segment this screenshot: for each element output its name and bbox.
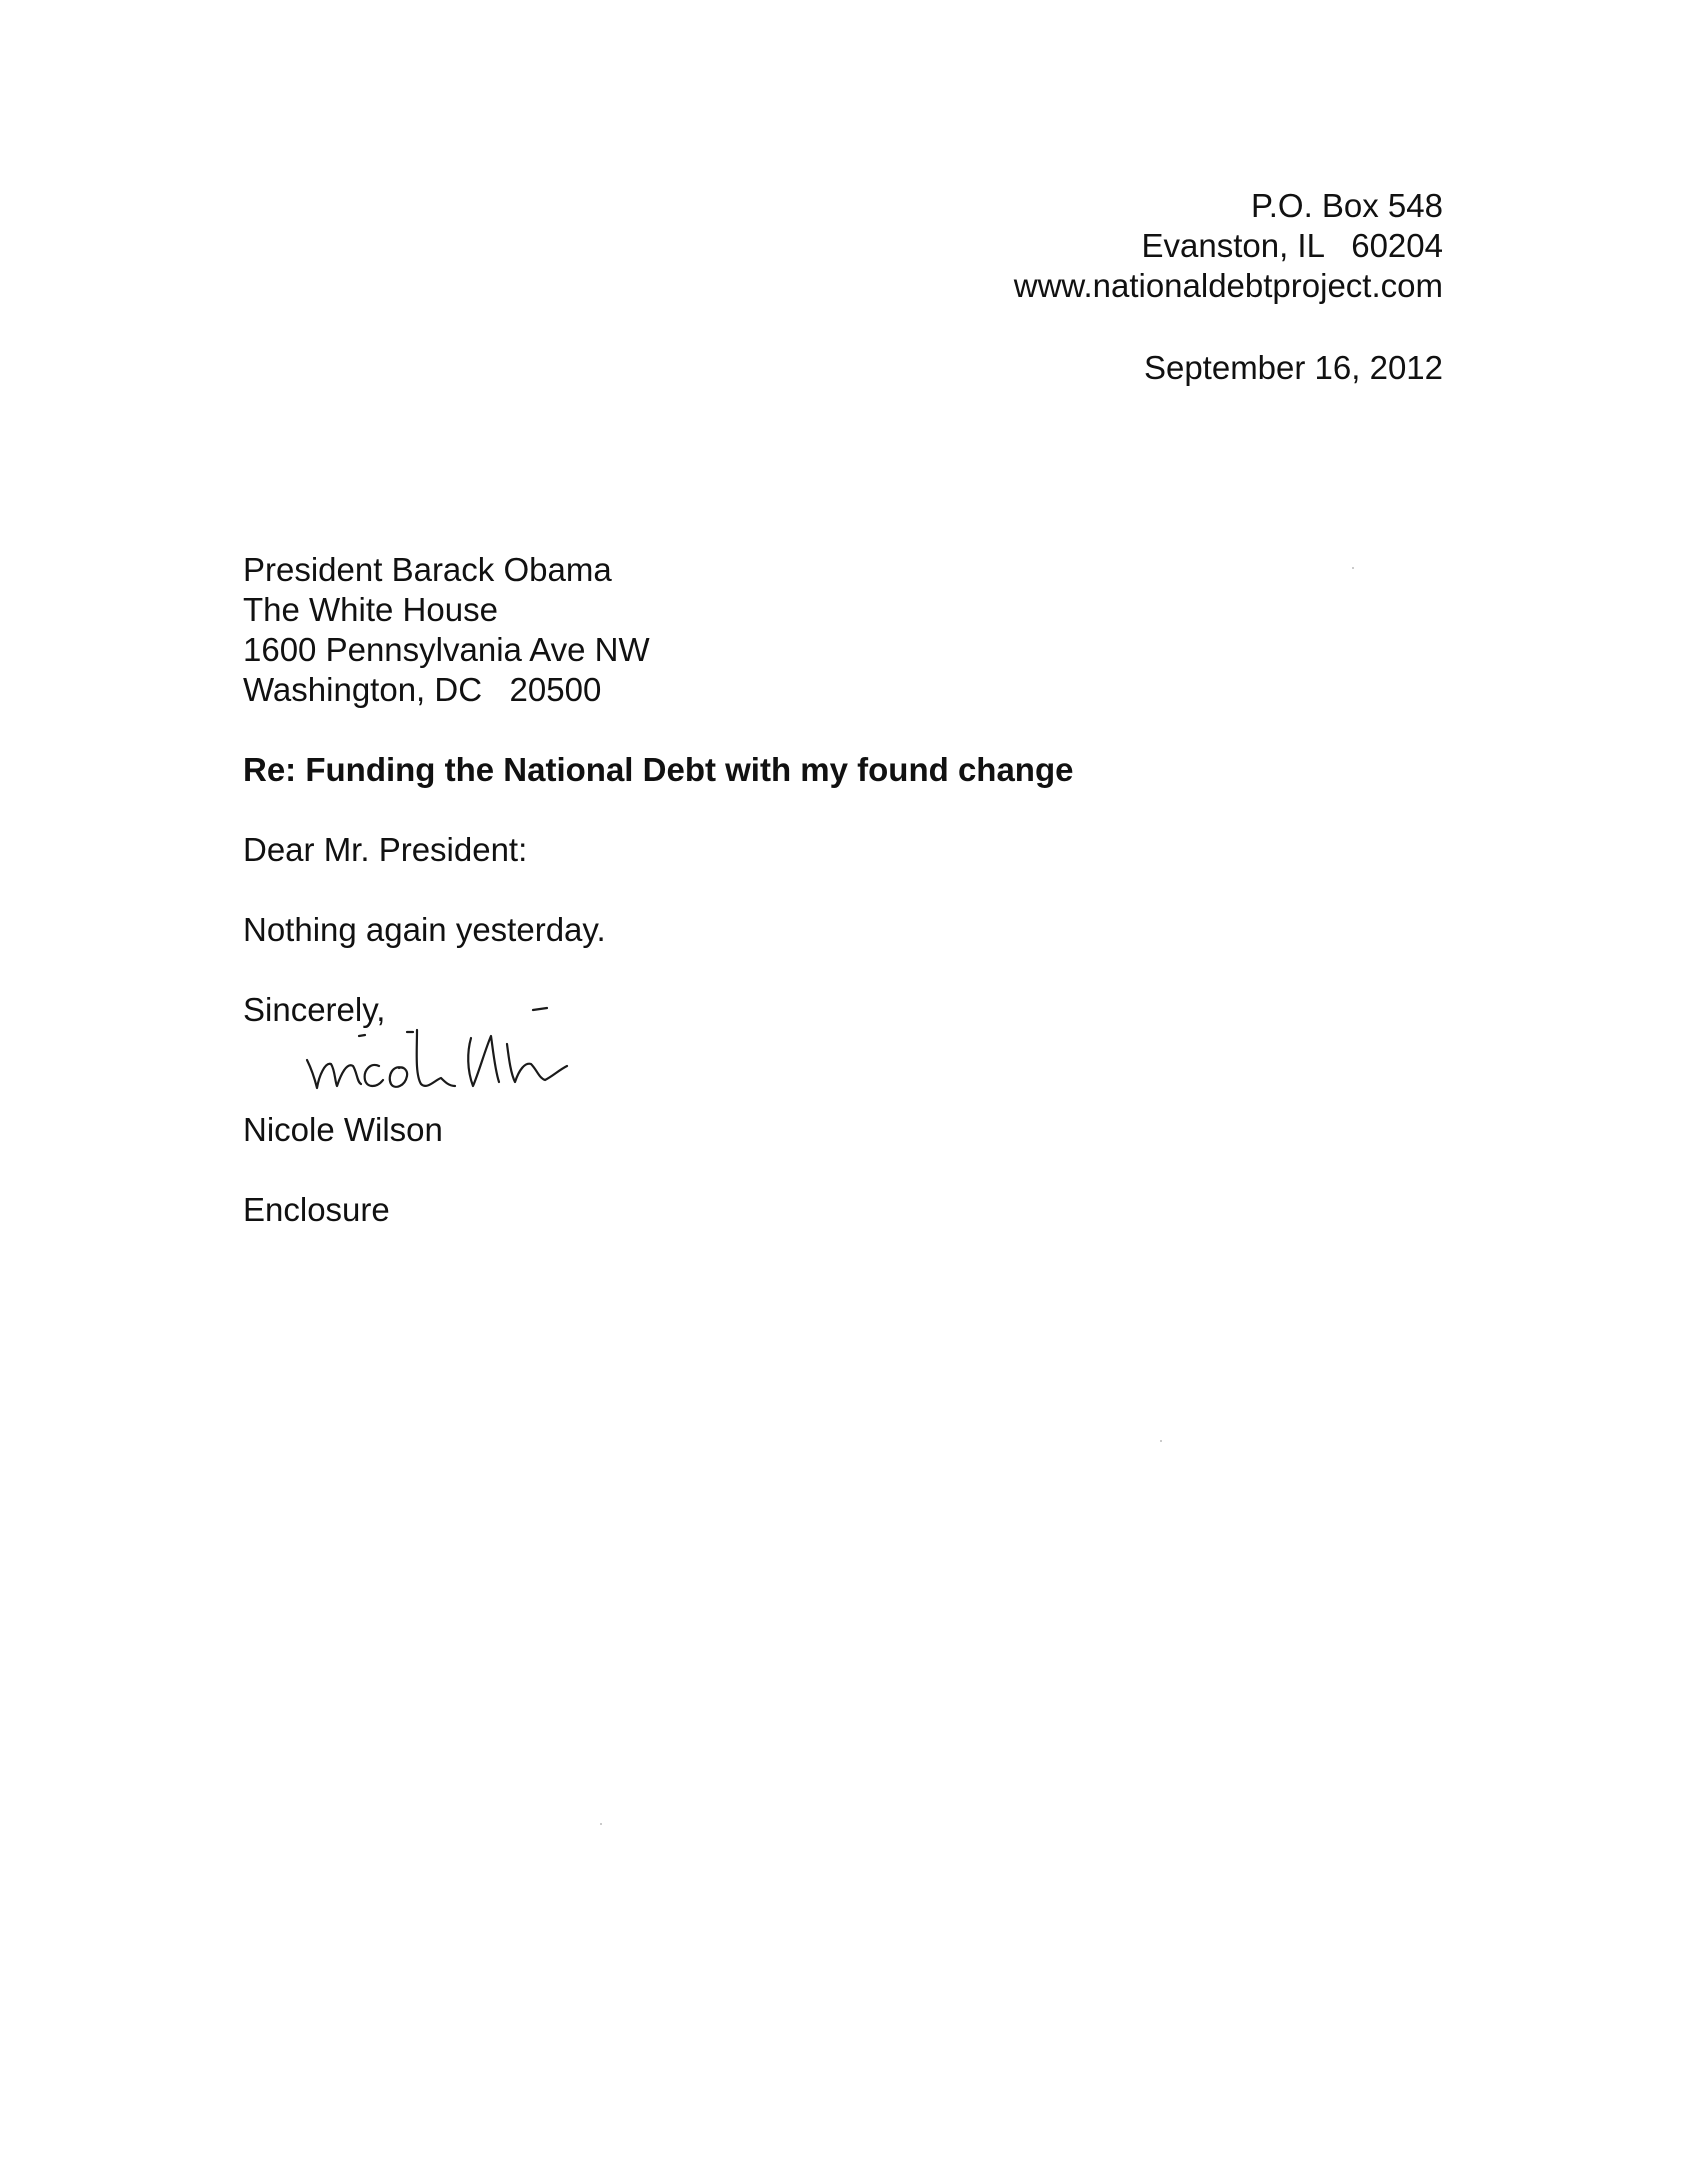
recipient-street: 1600 Pennsylvania Ave NW <box>243 631 650 668</box>
recipient-address-block <box>243 550 650 710</box>
salutation: Dear Mr. President: <box>243 831 528 868</box>
handwritten-signature <box>295 990 695 1110</box>
closing: Sincerely, <box>243 991 386 1028</box>
recipient-city-state-zip: Washington, DC 20500 <box>243 671 602 708</box>
sender-address-line2: Evanston, IL 60204 <box>1141 227 1443 264</box>
letter-date: September 16, 2012 <box>1143 349 1443 386</box>
scan-speck <box>1160 1440 1162 1442</box>
subject-line: Re: Funding the National Debt with my found change <box>243 751 1074 788</box>
scan-speck <box>600 1823 602 1825</box>
sender-website: www.nationaldebtproject.com <box>1013 267 1443 304</box>
recipient-organization: The White House <box>243 591 498 628</box>
letter-body: Nothing again yesterday. <box>243 911 606 948</box>
signer-name: Nicole Wilson <box>243 1111 443 1148</box>
sender-address-line1: P.O. Box 548 <box>1250 187 1443 224</box>
scan-speck <box>1352 567 1354 569</box>
enclosure-notation: Enclosure <box>243 1191 390 1228</box>
recipient-name: President Barack Obama <box>243 551 612 588</box>
sender-address-block <box>1014 186 1443 306</box>
